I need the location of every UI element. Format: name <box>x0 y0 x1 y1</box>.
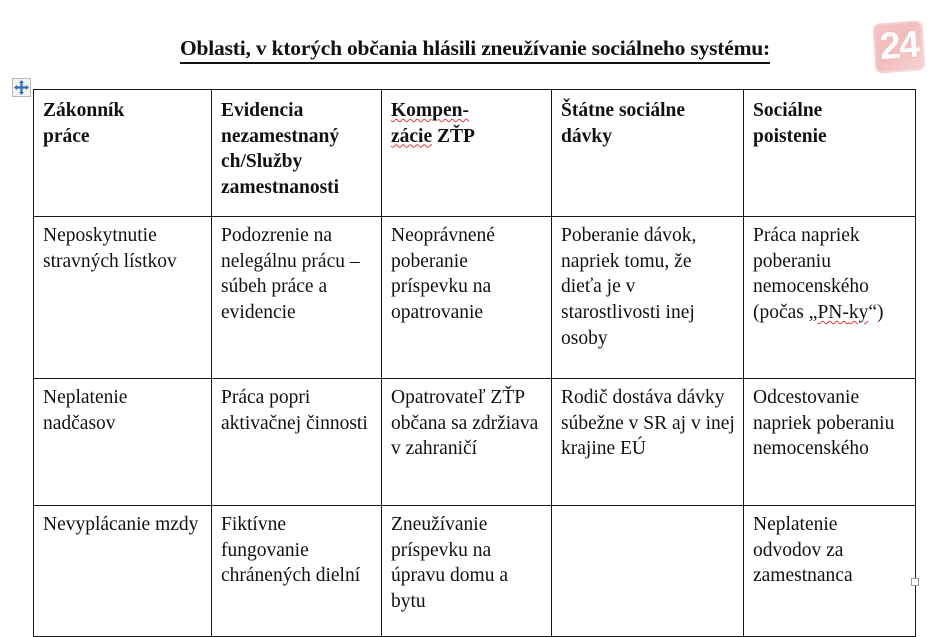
table-row <box>34 217 916 379</box>
logo-24 <box>872 20 925 73</box>
table-header-cell-5[interactable] <box>744 90 916 217</box>
r1c5-text-sq1: PN- <box>817 302 849 324</box>
table-cell-r3c5[interactable]: Neplatenie odvodov za zamestnanca <box>744 506 916 637</box>
header-2-line-2: nezamestnaný <box>221 125 340 147</box>
r1c5-text-pre: Práca napriek poberaniu nemocenského (počas „ <box>753 225 869 324</box>
header-5-line-2: poistenie <box>753 125 827 147</box>
header-2-line-1: Evidencia <box>221 100 304 121</box>
table-cell-r3c3[interactable]: Zneužívanie príspevku na úpravu domu a bytu <box>382 506 552 637</box>
table-cell-r1c4[interactable]: Poberanie dávok, napriek tomu, že dieťa je v starostlivosti inej osoby <box>552 217 744 379</box>
table-cell-r1c3[interactable]: Neoprávnené poberanie príspevku na opatrovanie <box>382 217 552 379</box>
r1c5-text-sq2: ky <box>848 302 869 324</box>
header-3-line-2-rest: ZŤP <box>432 125 475 147</box>
table-row <box>34 379 916 506</box>
table-header-cell-4[interactable] <box>552 90 744 217</box>
table-header-cell-3[interactable] <box>382 90 552 217</box>
table-cell-r3c4[interactable] <box>552 506 744 637</box>
table-cell-r2c5[interactable]: Odcestovanie napriek poberaniu nemocenského <box>744 379 916 506</box>
table-cell-r2c2[interactable]: Práca popri aktivačnej činnosti <box>212 379 382 506</box>
table-row <box>34 506 916 637</box>
table-cell-r1c5[interactable] <box>744 217 916 379</box>
header-3-line-2-word: zácie <box>391 125 433 147</box>
resize-handle-icon[interactable] <box>911 578 919 586</box>
abuse-areas-table[interactable] <box>33 89 916 637</box>
page-title-text: Oblasti, v ktorých občania hlásili zneužívanie sociálneho systému: <box>180 36 770 64</box>
header-1-line-2: práce <box>43 125 90 147</box>
header-3-line-1: Kompen- <box>391 100 469 121</box>
r1c5-text-post: “) <box>868 302 884 324</box>
table-header-cell-1[interactable] <box>34 90 212 217</box>
header-2-line-3: ch/Služby <box>221 151 303 173</box>
header-4-line-1: Štátne sociálne <box>561 100 686 121</box>
table-cell-r3c2[interactable]: Fiktívne fungovanie chránených dielní <box>212 506 382 637</box>
header-5-line-1: Sociálne <box>753 100 823 121</box>
table-header-cell-2[interactable] <box>212 90 382 217</box>
table-cell-r2c1[interactable]: Neplatenie nadčasov <box>34 379 212 506</box>
header-1-line-1: Zákonník <box>43 100 125 121</box>
table-cell-r1c1[interactable]: Neposkytnutie stravných lístkov <box>34 217 212 379</box>
table-cell-r1c2[interactable]: Podozrenie na nelegálnu prácu – súbeh práce a evidencie <box>212 217 382 379</box>
table-cell-r2c4[interactable]: Rodič dostáva dávky súbežne v SR aj v inej krajine EÚ <box>552 379 744 506</box>
header-4-line-2: dávky <box>561 125 612 147</box>
page-title <box>0 36 950 64</box>
header-2-line-4: zamestnanosti <box>221 177 340 199</box>
table-cell-r3c1[interactable]: Nevyplácanie mzdy <box>34 506 212 637</box>
table-header-row <box>34 90 916 217</box>
table-cell-r2c3[interactable]: Opatrovateľ ZŤP občana sa zdržiava v zahraničí <box>382 379 552 506</box>
move-four-arrows-icon[interactable] <box>12 78 31 97</box>
logo-24-text: 24 <box>878 23 920 69</box>
